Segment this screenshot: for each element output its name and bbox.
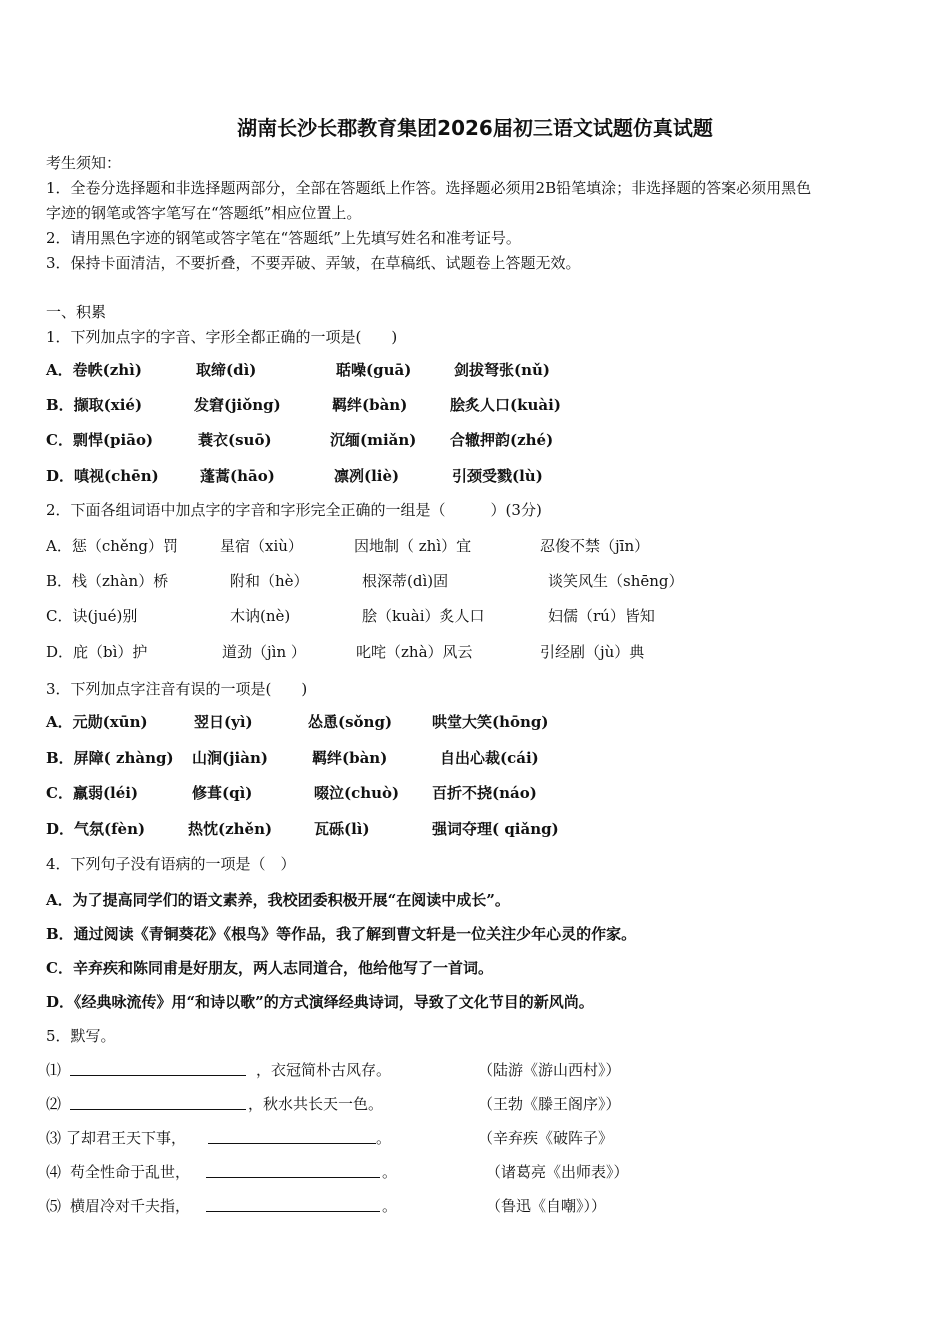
option-line: B．通过阅读《青铜葵花》《根鸟》等作品，我了解到曹文轩是一位关注少年心灵的作家。 — [46, 925, 637, 943]
option-cell: 星宿（xiù） — [220, 537, 303, 555]
option-row — [46, 360, 926, 382]
option-cell: 因地制（ zhì）宜 — [354, 537, 472, 555]
section-heading: 一、积累 — [46, 303, 107, 321]
item-source: （陆游《游山西村》） — [478, 1061, 621, 1079]
item-number: ⑶ — [46, 1129, 62, 1147]
option-cell: 妇儒（rú）皆知 — [548, 607, 655, 625]
option-cell: D．嗔视(chēn) — [46, 467, 159, 485]
item-pre-text: 横眉冷对千夫指， — [70, 1197, 191, 1215]
option-cell: 羁绊(bàn) — [332, 396, 408, 414]
question-stem: 1．下列加点字的字音、字形全都正确的一项是( ) — [46, 328, 398, 346]
option-row — [46, 748, 926, 770]
answer-blank[interactable] — [206, 1162, 380, 1178]
answer-blank[interactable] — [208, 1128, 376, 1144]
answer-blank[interactable] — [70, 1060, 246, 1076]
item-source: （王勃《滕王阁序》） — [478, 1095, 621, 1113]
option-cell: 剑拔弩张(nǔ) — [454, 361, 551, 379]
notice-line: 1．全卷分选择题和非选择题两部分，全部在答题纸上作答。选择题必须用2B铅笔填涂；非选择题的答案必须用黑色 — [46, 179, 812, 197]
option-cell: A．卷帙(zhì) — [46, 361, 142, 379]
option-cell: 热忱(zhěn) — [188, 820, 273, 838]
option-cell: 合辙押韵(zhé) — [450, 431, 554, 449]
option-cell: 取缔(dì) — [196, 361, 257, 379]
dictation-item — [46, 1060, 926, 1082]
option-cell: A．元勋(xūn) — [46, 713, 148, 731]
option-cell: 啜泣(chuò) — [314, 784, 400, 802]
option-row — [46, 430, 926, 452]
option-cell: 沉缅(miǎn) — [330, 431, 417, 449]
dictation-item — [46, 1162, 926, 1184]
option-cell: 发窘(jiǒng) — [194, 396, 281, 414]
option-row — [46, 783, 926, 805]
question-stem: 4．下列句子没有语病的一项是（ ） — [46, 855, 296, 873]
notice-line: 3．保持卡面清洁，不要折叠，不要弄破、弄皱，在草稿纸、试题卷上答题无效。 — [46, 254, 581, 272]
option-cell: 引经剧（jù）典 — [540, 643, 645, 661]
item-post-text: ，衣冠简朴古风存。 — [256, 1061, 392, 1079]
page-title: 湖南长沙长郡教育集团2026届初三语文试题仿真试题 — [237, 116, 713, 140]
option-row — [46, 712, 926, 734]
item-number: ⑸ — [46, 1197, 62, 1215]
option-line: D．《经典咏流传》用“和诗以歌”的方式演绎经典诗词，导致了文化节目的新风尚。 — [46, 993, 594, 1011]
option-row — [46, 571, 926, 593]
option-cell: 强词夺理( qiǎng) — [432, 820, 559, 838]
option-row — [46, 536, 926, 558]
option-cell: C．诀(jué)别 — [46, 607, 138, 625]
option-cell: 自出心裁(cái) — [440, 749, 539, 767]
option-cell: 羁绊(bàn) — [312, 749, 388, 767]
option-cell: 怂恿(sǒng) — [308, 713, 393, 731]
dictation-item — [46, 1128, 926, 1150]
dictation-item — [46, 1094, 926, 1116]
option-row — [46, 642, 926, 664]
option-cell: 凛冽(liè) — [334, 467, 400, 485]
item-number: ⑴ — [46, 1061, 62, 1079]
option-row — [46, 606, 926, 628]
item-post-text: ，秋水共长天一色。 — [248, 1095, 384, 1113]
option-cell: 蓬蒿(hāo) — [200, 467, 275, 485]
option-cell: 根深蒂(dì)固 — [362, 572, 449, 590]
option-cell: 蓑衣(suō) — [198, 431, 272, 449]
item-number: ⑷ — [46, 1163, 62, 1181]
option-cell: C．剽悍(piāo) — [46, 431, 154, 449]
question-stem: 5．默写。 — [46, 1027, 116, 1045]
option-cell: 瓦砾(lì) — [314, 820, 370, 838]
option-cell: 引颈受戮(lù) — [452, 467, 543, 485]
question-stem: 3．下列加点字注音有误的一项是( ) — [46, 680, 308, 698]
item-pre-text: 了却君王天下事， — [66, 1129, 187, 1147]
option-row — [46, 466, 926, 488]
notice-line: 字迹的钢笔或答字笔写在“答题纸”相应位置上。 — [46, 204, 362, 222]
item-pre-text: 苟全性命于乱世， — [70, 1163, 191, 1181]
option-line: A．为了提高同学们的语文素养，我校团委积极开展“在阅读中成长”。 — [46, 891, 510, 909]
option-cell: 脍（kuài）炙人口 — [362, 607, 485, 625]
answer-blank[interactable] — [206, 1196, 380, 1212]
option-line: C．辛弃疾和陈同甫是好朋友，两人志同道合，他给他写了一首词。 — [46, 959, 493, 977]
option-cell: B．栈（zhàn）桥 — [46, 572, 169, 590]
item-source: （辛弃疾《破阵子》 — [478, 1129, 614, 1147]
option-cell: 修葺(qì) — [192, 784, 253, 802]
option-cell: 哄堂大笑(hōng) — [432, 713, 549, 731]
item-post-text: 。 — [382, 1163, 398, 1181]
item-source: （诸葛亮《出师表》） — [486, 1163, 629, 1181]
option-row — [46, 395, 926, 417]
option-cell: B．撷取(xié) — [46, 396, 143, 414]
option-cell: A．惩（chěng）罚 — [46, 537, 179, 555]
option-cell: D．庇（bì）护 — [46, 643, 148, 661]
item-number: ⑵ — [46, 1095, 62, 1113]
option-cell: 道劲（jìn ） — [222, 643, 306, 661]
dictation-item — [46, 1196, 926, 1218]
option-cell: 谈笑风生（shēng） — [548, 572, 684, 590]
option-cell: 百折不挠(náo) — [432, 784, 537, 802]
option-cell: 附和（hè） — [230, 572, 309, 590]
option-cell: C．羸弱(léi) — [46, 784, 139, 802]
option-row — [46, 819, 926, 841]
item-post-text: 。 — [382, 1197, 398, 1215]
option-cell: 翌日(yì) — [194, 713, 253, 731]
question-stem: 2．下面各组词语中加点字的字音和字形完全正确的一组是（ ）(3分) — [46, 501, 542, 519]
option-cell: 木讷(nè) — [230, 607, 291, 625]
option-cell: D．气氛(fèn) — [46, 820, 146, 838]
option-cell: 叱咤（zhà）风云 — [356, 643, 473, 661]
option-cell: 聒噪(guā) — [336, 361, 412, 379]
option-cell: 山涧(jiàn) — [192, 749, 268, 767]
option-cell: B．屏障( zhàng) — [46, 749, 174, 767]
item-source: （鲁迅《自嘲》）） — [486, 1197, 607, 1215]
option-cell: 脍炙人口(kuài) — [450, 396, 561, 414]
item-post-text: 。 — [376, 1129, 392, 1147]
option-cell: 忍俊不禁（jīn） — [540, 537, 650, 555]
notice-line: 2．请用黑色字迹的钢笔或答字笔在“答题纸”上先填写姓名和准考证号。 — [46, 229, 521, 247]
notice-heading: 考生须知： — [46, 154, 122, 172]
answer-blank[interactable] — [70, 1094, 246, 1110]
